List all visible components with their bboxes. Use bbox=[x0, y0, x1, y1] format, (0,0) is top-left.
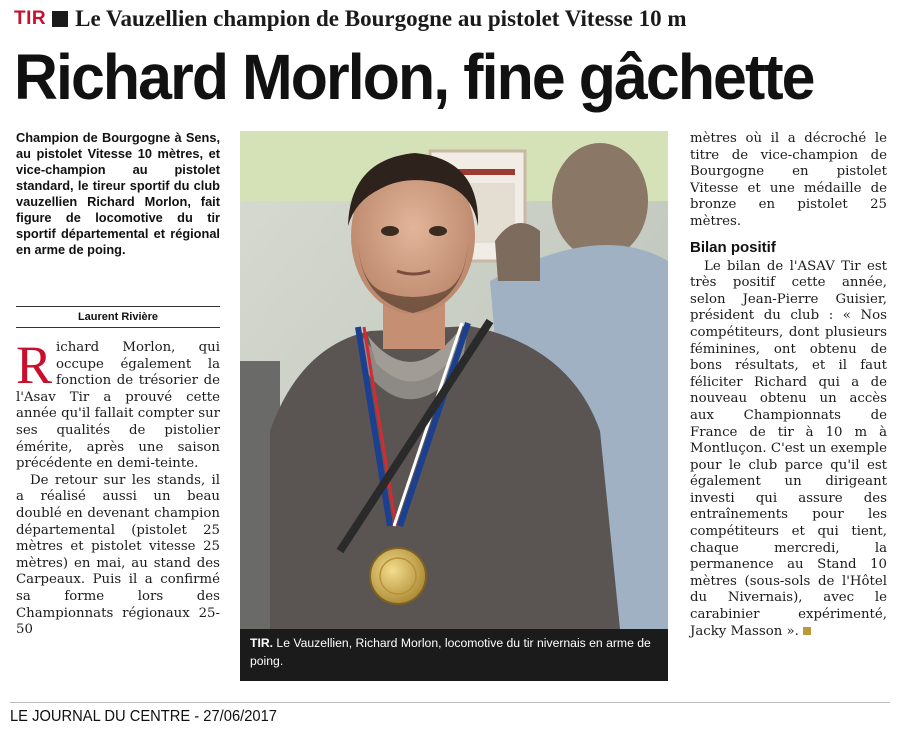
headline: Richard Morlon, fine gâchette bbox=[14, 41, 814, 113]
drop-cap: R bbox=[16, 335, 53, 395]
column-1-paragraph-1-text: ichard Morlon, qui occupe également la fonction de trésorier de l'Asav Tir a prouvé cette année qu'il fallait compter sur ses qualités de pistolier émérite, après une saison précédente en demi-teinte. bbox=[16, 340, 220, 472]
kicker-tag: TIR bbox=[14, 8, 47, 29]
photo-caption bbox=[240, 629, 668, 681]
kicker-square-icon bbox=[52, 11, 68, 27]
column-1-paragraph-2: De retour sur les stands, il a réalisé aussi un beau doublé en devenant champion départemental (pistolet 25 mètres et pistolet vitesse 25 mètres) en mai, au stand des Carpeaux. Puis il a confirmé sa forme lors des Championnats régionaux 25-50 bbox=[16, 472, 220, 638]
column-3-paragraph-2 bbox=[690, 259, 887, 641]
byline-rule-bottom bbox=[16, 327, 220, 328]
kicker bbox=[14, 6, 687, 32]
article-column-1 bbox=[16, 335, 220, 639]
article-column-3 bbox=[690, 131, 887, 640]
byline-rule-top bbox=[16, 306, 220, 307]
source-footer: LE JOURNAL DU CENTRE - 27/06/2017 bbox=[10, 708, 277, 725]
caption-tag: TIR. bbox=[250, 636, 274, 650]
subhead-bilan-positif: Bilan positif bbox=[690, 238, 776, 256]
byline: Laurent Rivière bbox=[77, 311, 159, 323]
column-3-paragraph-2-text: Le bilan de l'ASAV Tir est très positif cette année, selon Jean-Pierre Guisier, président du club : « Nos compétiteurs, dont plusieurs féminines, ont obtenu de bons résultats, et il faut féliciter Richard qui a de nouveau obtenu un accès aux Championnats de France de tir à 10 m à Montluçon. C'est un exemple pour le club parce qu'il est également un dirigeant investi qui assure des entraînements pour les compétiteurs et qui tient, chaque mercredi, la permanence au Stand 10 mètres (sous-sols de l'Hôtel du Nivernais), avec le carabinier expérimenté, Jacky Masson ». bbox=[690, 258, 887, 639]
caption-text: Le Vauzellien, Richard Morlon, locomotive du tir nivernais en arme de poing. bbox=[250, 636, 651, 668]
article-lede: Champion de Bourgogne à Sens, au pistolet Vitesse 10 mètres, et vice-champion au pistolet standard, le tireur sportif du club vauzellien Richard Morlon, fait figure de locomotive du tir sportif départemental et régional en arme de poing. bbox=[16, 130, 220, 257]
kicker-text: Le Vauzellien champion de Bourgogne au pistolet Vitesse 10 m bbox=[75, 6, 687, 31]
footer-divider bbox=[10, 702, 890, 703]
article-photo bbox=[240, 131, 668, 681]
column-1-paragraph-1 bbox=[16, 335, 220, 473]
end-of-article-icon bbox=[803, 627, 811, 635]
column-3-paragraph-1: mètres où il a décroché le titre de vice-champion de Bourgogne en pistolet Vitesse et une médaille de bronze en pistolet 25 mètres. bbox=[690, 131, 887, 229]
photo-illustration bbox=[240, 131, 668, 629]
